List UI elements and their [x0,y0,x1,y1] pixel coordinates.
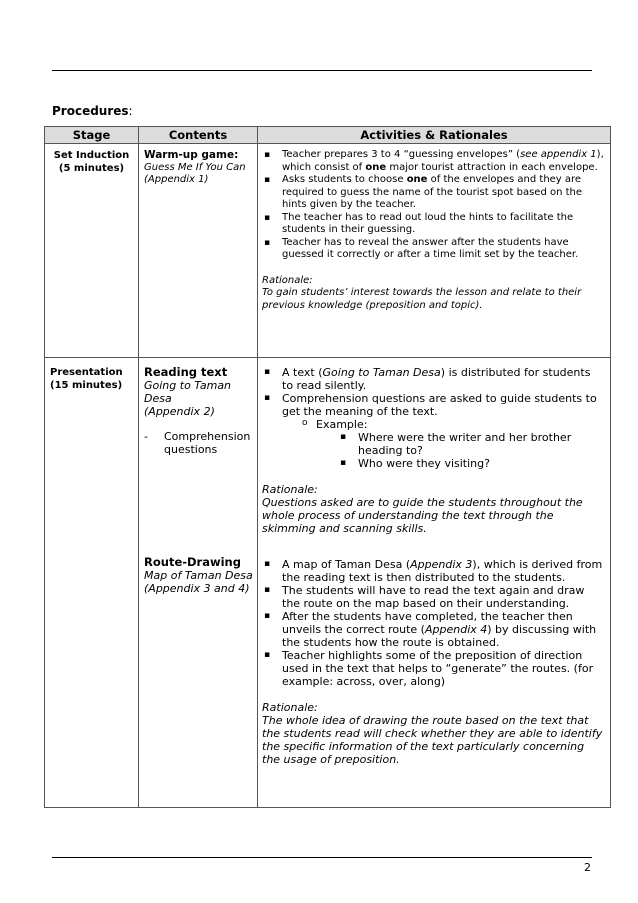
contents-title-2: Route-Drawing [144,555,241,569]
page-number: 2 [584,861,591,874]
contents-subtitle: Going to Taman Desa [144,379,232,405]
rationale-text: The whole idea of drawing the route based on the text that the students read will check whether they are able to identify the specific information of the text particularly concerning the usage of preposition. [262,714,603,766]
list-item: ▪ Teacher has to reveal the answer after the students have guessed it correctly or after a time limit set by the teacher. [262,237,604,262]
procedures-heading: Procedures: [52,104,133,118]
activity-list [262,149,604,262]
header-stage: Stage [45,127,139,144]
list-item: ▪ Teacher highlights some of the preposition of direction used in the text that helps to “generate” the routes. (for example: across, over, along) [262,649,604,688]
stage-cell [45,358,139,808]
contents-cell [139,144,258,358]
list-item: ▪ After the students have completed, the teacher then unveils the correct route (Appendix 4) by discussing with the students how the route is obtained. [262,610,604,649]
list-item: ▪ Comprehension questions are asked to guide students to get the meaning of the text. [262,392,604,418]
example-list [262,418,604,431]
rationale-label: Rationale: [262,483,318,496]
list-item: ▪ The students will have to read the text again and draw the route on the map based on their understanding. [262,584,604,610]
example-items [262,431,604,470]
header-contents: Contents [139,127,258,144]
header-rule [52,70,592,71]
table-header-row [45,127,611,144]
list-item: ▪ The teacher has to read out loud the hints to facilitate the students in their guessing. [262,212,604,237]
footer-rule [52,857,592,858]
contents-subtitle-2: Map of Taman Desa (Appendix 3 and 4) [144,569,253,595]
contents-subtitle: Guess Me If You Can [144,161,246,173]
activity-list [262,366,604,418]
stage-cell [45,144,139,358]
table-row [45,144,611,358]
activities-cell [258,144,611,358]
table-row [45,358,611,808]
contents-cell [139,358,258,808]
rationale-text: To gain students’ interest towards the lesson and relate to their previous knowledge (preposition and topic). [262,287,582,311]
contents-title: Warm-up game: [144,149,239,161]
list-item: ▪ Asks students to choose one of the envelopes and they are required to guess the name of the tourist spot based on the hints given by the teacher. [262,174,604,212]
activity-list-2 [262,558,604,688]
stage-name: Set Induction [53,150,130,161]
list-item: ▪ Who were they visiting? [340,457,604,470]
activities-cell [258,358,611,808]
contents-dash-item: - Comprehension questions [144,430,251,456]
rationale-label: Rationale: [262,701,318,714]
contents-ref: (Appendix 1) [144,174,209,185]
rationale-label: Rationale: [262,274,313,286]
header-activities: Activities & Rationales [258,127,611,144]
rationale-text: Questions asked are to guide the students throughout the whole process of understanding the text through the skimming and scanning skills. [262,496,583,535]
example-label: o Example: [302,418,604,431]
contents-ref: (Appendix 2) [144,405,215,418]
stage-time: (15 minutes) [50,380,123,391]
stage-time: (5 minutes) [58,163,125,174]
procedures-table [44,126,611,808]
list-item: ▪ A map of Taman Desa (Appendix 3), which is derived from the reading text is then distributed to the students. [262,558,604,584]
list-item: ▪ A text (Going to Taman Desa) is distributed for students to read silently. [262,366,604,392]
stage-name: Presentation [50,367,123,378]
list-item: ▪ Teacher prepares 3 to 4 “guessing envelopes” (see appendix 1), which consist of one major tourist attraction in each envelope. [262,149,604,174]
contents-title: Reading text [144,365,228,379]
list-item: ▪ Where were the writer and her brother heading to? [340,431,604,457]
